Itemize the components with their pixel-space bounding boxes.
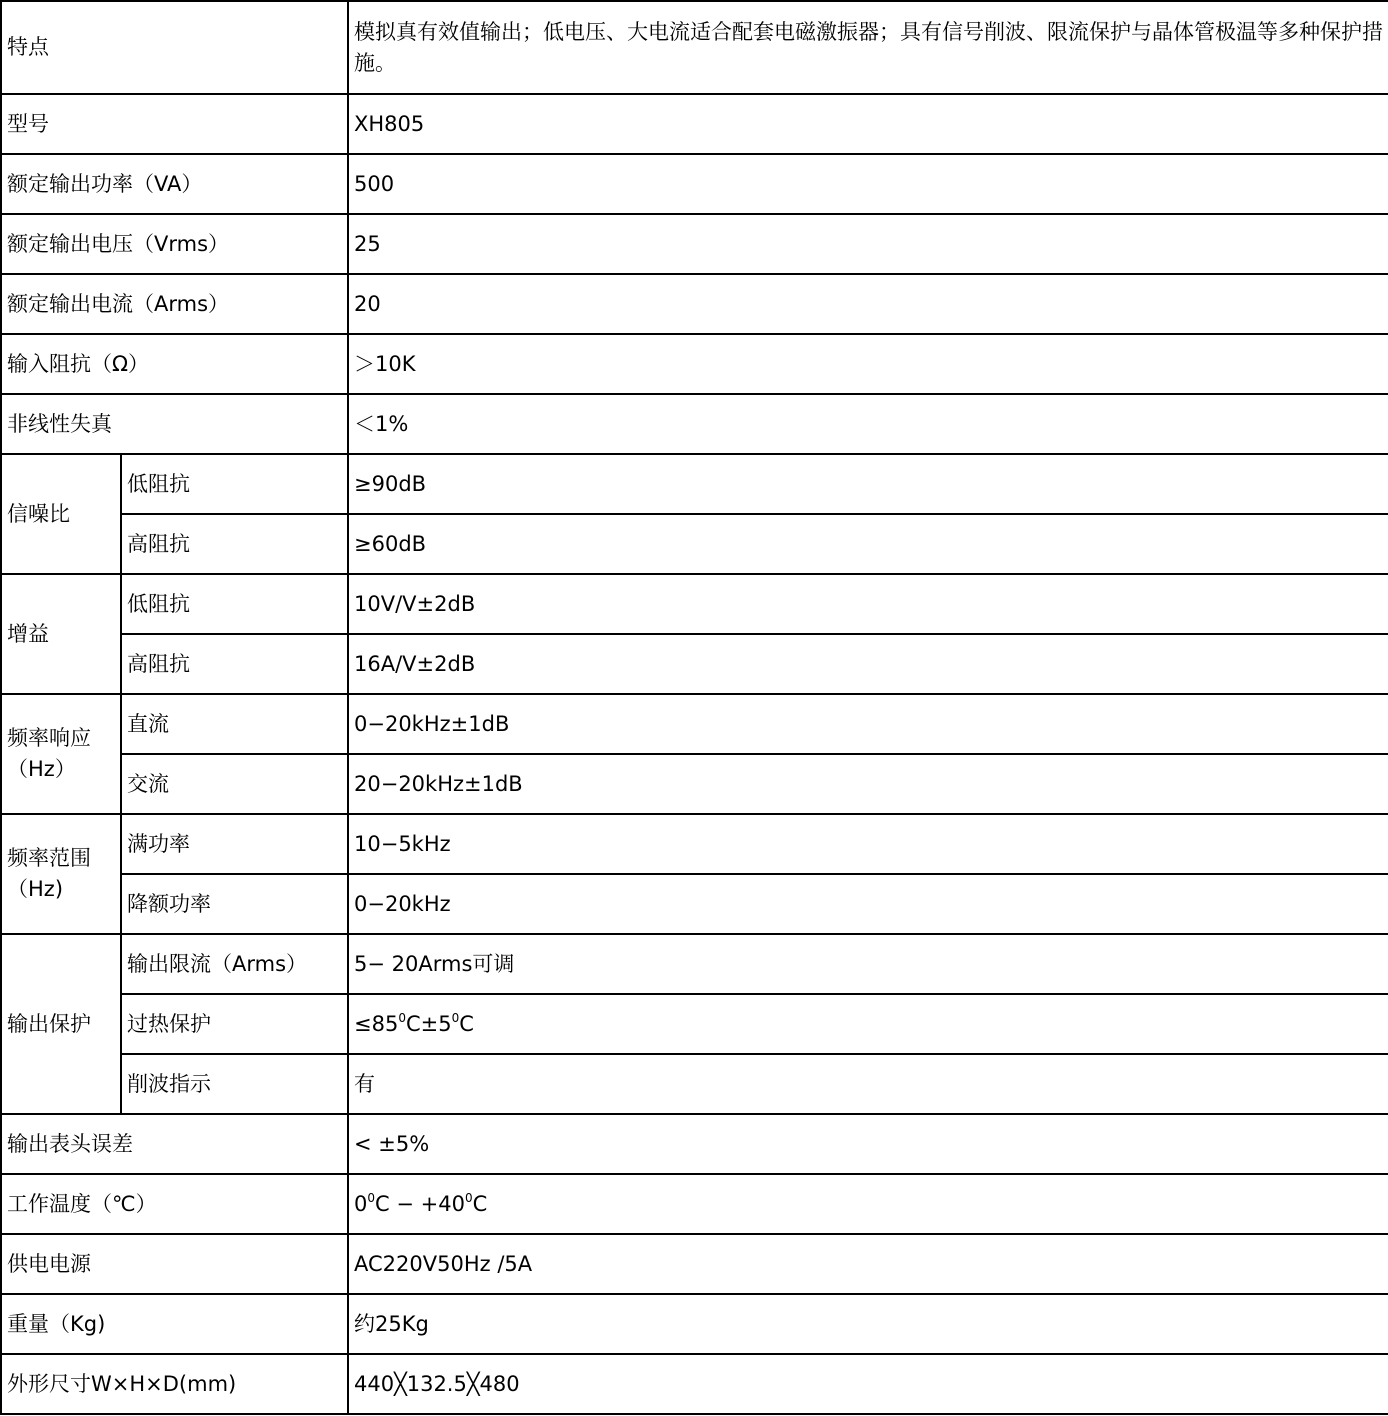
table-row bbox=[1, 634, 1388, 694]
freq-response-dc-value: 0−20kHz±1dB bbox=[348, 694, 1388, 754]
table-row bbox=[1, 814, 1388, 874]
overheat-value bbox=[348, 994, 1388, 1054]
degree-mark: 0 bbox=[398, 1010, 406, 1025]
table-row bbox=[1, 274, 1388, 334]
rated-current-label: 额定输出电流（Arms） bbox=[1, 274, 348, 334]
distortion-label: 非线性失真 bbox=[1, 394, 348, 454]
rated-power-value: 500 bbox=[348, 154, 1388, 214]
table-row bbox=[1, 694, 1388, 754]
model-label: 型号 bbox=[1, 94, 348, 154]
snr-low-label: 低阻抗 bbox=[121, 454, 348, 514]
table-row bbox=[1, 1174, 1388, 1234]
gain-label: 增益 bbox=[1, 574, 121, 694]
table-row bbox=[1, 874, 1388, 934]
rated-voltage-value: 25 bbox=[348, 214, 1388, 274]
snr-low-value: ≥90dB bbox=[348, 454, 1388, 514]
power-supply-label: 供电电源 bbox=[1, 1234, 348, 1294]
table-row bbox=[1, 1234, 1388, 1294]
power-supply-value: AC220V50Hz /5A bbox=[348, 1234, 1388, 1294]
clipping-value: 有 bbox=[348, 1054, 1388, 1114]
operating-temp-label: 工作温度（℃） bbox=[1, 1174, 348, 1234]
table-row bbox=[1, 94, 1388, 154]
current-limit-label: 输出限流（Arms） bbox=[121, 934, 348, 994]
meter-error-label: 输出表头误差 bbox=[1, 1114, 348, 1174]
table-row bbox=[1, 574, 1388, 634]
freq-range-full-value: 10−5kHz bbox=[348, 814, 1388, 874]
meter-error-value: < ±5% bbox=[348, 1114, 1388, 1174]
model-value: XH805 bbox=[348, 94, 1388, 154]
input-impedance-label: 输入阻抗（Ω） bbox=[1, 334, 348, 394]
rated-power-label: 额定输出功率（VA） bbox=[1, 154, 348, 214]
protection-label: 输出保护 bbox=[1, 934, 121, 1114]
degree-mark: 0 bbox=[451, 1010, 460, 1025]
rated-current-value: 20 bbox=[348, 274, 1388, 334]
table-row bbox=[1, 454, 1388, 514]
snr-high-label: 高阻抗 bbox=[121, 514, 348, 574]
freq-response-dc-label: 直流 bbox=[121, 694, 348, 754]
gain-low-value: 10V/V±2dB bbox=[348, 574, 1388, 634]
weight-label: 重量（Kg) bbox=[1, 1294, 348, 1354]
table-row bbox=[1, 1354, 1388, 1414]
freq-range-label-line2: （Hz) bbox=[7, 877, 64, 901]
table-row bbox=[1, 934, 1388, 994]
table-row bbox=[1, 1114, 1388, 1174]
operating-temp-value bbox=[348, 1174, 1388, 1234]
clipping-label: 削波指示 bbox=[121, 1054, 348, 1114]
freq-range-full-label: 满功率 bbox=[121, 814, 348, 874]
current-limit-value: 5− 20Arms可调 bbox=[348, 934, 1388, 994]
overheat-label: 过热保护 bbox=[121, 994, 348, 1054]
gain-high-value: 16A/V±2dB bbox=[348, 634, 1388, 694]
gain-high-label: 高阻抗 bbox=[121, 634, 348, 694]
freq-response-label-line2: （Hz） bbox=[7, 757, 76, 781]
freq-response-label-line1: 频率响应 bbox=[7, 726, 91, 750]
freq-range-label bbox=[1, 814, 121, 934]
table-row bbox=[1, 1294, 1388, 1354]
table-row bbox=[1, 1, 1388, 94]
freq-response-label bbox=[1, 694, 121, 814]
operating-temp-prefix: 0 bbox=[354, 1191, 368, 1216]
freq-range-label-line1: 频率范围 bbox=[7, 846, 91, 870]
table-row bbox=[1, 214, 1388, 274]
table-row bbox=[1, 394, 1388, 454]
freq-range-derated-label: 降额功率 bbox=[121, 874, 348, 934]
overheat-value-suffix: C bbox=[459, 1011, 474, 1036]
table-row bbox=[1, 1054, 1388, 1114]
overheat-value-prefix: ≤85 bbox=[354, 1011, 399, 1036]
table-row bbox=[1, 514, 1388, 574]
freq-range-derated-value: 0−20kHz bbox=[348, 874, 1388, 934]
dimensions-value: 440╳132.5╳480 bbox=[348, 1354, 1388, 1414]
operating-temp-suffix: C bbox=[472, 1191, 488, 1216]
gain-low-label: 低阻抗 bbox=[121, 574, 348, 634]
distortion-value: ＜1% bbox=[348, 394, 1388, 454]
features-label: 特点 bbox=[1, 1, 348, 94]
rated-voltage-label: 额定输出电压（Vrms） bbox=[1, 214, 348, 274]
features-value: 模拟真有效值输出；低电压、大电流适合配套电磁激振器；具有信号削波、限流保护与晶体管极温等多种保护措施。 bbox=[348, 1, 1388, 94]
freq-response-ac-label: 交流 bbox=[121, 754, 348, 814]
dimensions-label: 外形尺寸W×H×D(mm) bbox=[1, 1354, 348, 1414]
overheat-value-mid: C±5 bbox=[405, 1011, 452, 1036]
table-row bbox=[1, 334, 1388, 394]
degree-mark: 0 bbox=[367, 1190, 376, 1205]
snr-label: 信噪比 bbox=[1, 454, 121, 574]
degree-mark: 0 bbox=[464, 1190, 473, 1205]
table-row bbox=[1, 154, 1388, 214]
table-row bbox=[1, 994, 1388, 1054]
input-impedance-value: ＞10K bbox=[348, 334, 1388, 394]
operating-temp-mid: C − +40 bbox=[375, 1191, 465, 1216]
table-row bbox=[1, 754, 1388, 814]
freq-response-ac-value: 20−20kHz±1dB bbox=[348, 754, 1388, 814]
weight-value: 约25Kg bbox=[348, 1294, 1388, 1354]
snr-high-value: ≥60dB bbox=[348, 514, 1388, 574]
